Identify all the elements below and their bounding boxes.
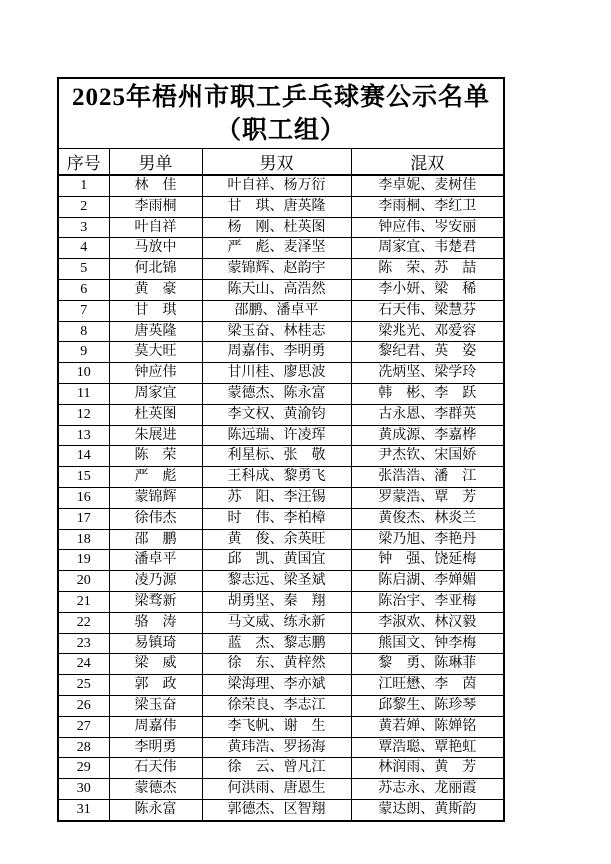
cell-mixed-doubles: 周家宜、韦楚君 (351, 238, 504, 259)
cell-no: 15 (58, 467, 109, 488)
cell-no: 24 (58, 654, 109, 675)
cell-no: 29 (58, 758, 109, 779)
cell-no: 18 (58, 529, 109, 550)
cell-mens-singles: 李明勇 (109, 737, 202, 758)
cell-mixed-doubles: 钟 强、饶延梅 (351, 550, 504, 571)
cell-mens-singles: 杜英图 (109, 404, 202, 425)
cell-mens-singles: 郭 政 (109, 675, 202, 696)
table-row (58, 425, 504, 446)
table-row (58, 446, 504, 467)
cell-mens-singles: 林 佳 (109, 175, 202, 196)
cell-mixed-doubles: 梁乃旭、李艳丹 (351, 529, 504, 550)
cell-mens-doubles: 陈远瑞、许凌珲 (202, 425, 351, 446)
cell-mens-doubles: 郭德杰、区智翔 (202, 799, 351, 820)
cell-mixed-doubles: 韩 彬、李 跃 (351, 383, 504, 404)
cell-mens-doubles: 周嘉伟、李明勇 (202, 342, 351, 363)
cell-mens-doubles: 徐 东、黄梓然 (202, 654, 351, 675)
cell-mens-doubles: 马文威、练永新 (202, 612, 351, 633)
cell-no: 23 (58, 633, 109, 654)
table-row (58, 321, 504, 342)
table-row (58, 487, 504, 508)
table-row (58, 279, 504, 300)
cell-no: 31 (58, 799, 109, 820)
cell-mens-singles: 梁玉奋 (109, 695, 202, 716)
cell-mixed-doubles: 古永恩、李群英 (351, 404, 504, 425)
cell-mixed-doubles: 江旺懋、李 茵 (351, 675, 504, 696)
cell-mens-doubles: 黄 俊、余英旺 (202, 529, 351, 550)
cell-mixed-doubles: 张浩浩、潘 江 (351, 467, 504, 488)
cell-mens-singles: 蒙德杰 (109, 779, 202, 800)
cell-mens-singles: 唐英隆 (109, 321, 202, 342)
cell-mens-doubles: 梁玉奋、林桂志 (202, 321, 351, 342)
table-row (58, 404, 504, 425)
cell-mens-singles: 骆 涛 (109, 612, 202, 633)
cell-mens-singles: 何北锦 (109, 259, 202, 280)
cell-no: 3 (58, 217, 109, 238)
cell-mens-doubles: 苏 阳、李汪锡 (202, 487, 351, 508)
cell-no: 2 (58, 196, 109, 217)
cell-mens-doubles: 严 彪、麦泽坚 (202, 238, 351, 259)
cell-mens-singles: 徐伟杰 (109, 508, 202, 529)
cell-mixed-doubles: 李雨桐、李红卫 (351, 196, 504, 217)
table-row (58, 799, 504, 820)
cell-no: 17 (58, 508, 109, 529)
cell-no: 27 (58, 716, 109, 737)
cell-no: 13 (58, 425, 109, 446)
cell-mixed-doubles: 黄成源、李嘉桦 (351, 425, 504, 446)
cell-no: 1 (58, 175, 109, 196)
table-row (58, 259, 504, 280)
cell-no: 7 (58, 300, 109, 321)
cell-no: 9 (58, 342, 109, 363)
cell-no: 16 (58, 487, 109, 508)
cell-mens-singles: 严 彪 (109, 467, 202, 488)
cell-mens-singles: 莫大旺 (109, 342, 202, 363)
cell-mixed-doubles: 尹杰钦、宋国娇 (351, 446, 504, 467)
table-row (58, 363, 504, 384)
cell-mens-singles: 叶自祥 (109, 217, 202, 238)
cell-no: 22 (58, 612, 109, 633)
cell-no: 8 (58, 321, 109, 342)
cell-mixed-doubles: 陈治宇、李亚梅 (351, 591, 504, 612)
table-row (58, 675, 504, 696)
cell-mens-doubles: 黎志远、梁圣斌 (202, 571, 351, 592)
cell-mixed-doubles: 黄俊杰、林炎兰 (351, 508, 504, 529)
cell-mens-singles: 陈永富 (109, 799, 202, 820)
cell-mixed-doubles: 熊国文、钟李梅 (351, 633, 504, 654)
cell-no: 28 (58, 737, 109, 758)
cell-no: 26 (58, 695, 109, 716)
table-row (58, 175, 504, 196)
cell-mens-doubles: 蓝 杰、黎志鹏 (202, 633, 351, 654)
table-row (58, 758, 504, 779)
page-title (58, 78, 504, 149)
cell-mixed-doubles: 黎 勇、陈琳菲 (351, 654, 504, 675)
cell-mens-doubles: 梁海理、李亦斌 (202, 675, 351, 696)
cell-mens-doubles: 蒙德杰、陈永富 (202, 383, 351, 404)
page-title-line2: （职工组） (216, 116, 347, 144)
cell-mens-doubles: 时 伟、李柏樟 (202, 508, 351, 529)
cell-mens-doubles: 胡勇坚、秦 翔 (202, 591, 351, 612)
cell-mens-doubles: 陈天山、高浩然 (202, 279, 351, 300)
title-row (58, 78, 504, 149)
table-row (58, 550, 504, 571)
table-row (58, 737, 504, 758)
cell-mixed-doubles: 苏志永、龙丽霞 (351, 779, 504, 800)
table-row (58, 633, 504, 654)
cell-mens-doubles: 王科成、黎勇飞 (202, 467, 351, 488)
cell-mixed-doubles: 李小妍、梁 稀 (351, 279, 504, 300)
table-row (58, 612, 504, 633)
cell-mens-doubles: 邵鹏、潘卓平 (202, 300, 351, 321)
cell-mixed-doubles: 李卓妮、麦树佳 (351, 175, 504, 196)
cell-mens-singles: 甘 琪 (109, 300, 202, 321)
table-row (58, 383, 504, 404)
cell-no: 14 (58, 446, 109, 467)
cell-mens-doubles: 甘 琪、唐英隆 (202, 196, 351, 217)
cell-mixed-doubles: 林润雨、黄 芳 (351, 758, 504, 779)
cell-mens-singles: 易镇琦 (109, 633, 202, 654)
table-row (58, 571, 504, 592)
table-row (58, 300, 504, 321)
cell-mixed-doubles: 冼炳坚、梁学玲 (351, 363, 504, 384)
table-row (58, 695, 504, 716)
column-header-mens-singles: 男单 (109, 149, 202, 176)
cell-mixed-doubles: 黎纪君、英 姿 (351, 342, 504, 363)
cell-mens-doubles: 黄玮浩、罗扬海 (202, 737, 351, 758)
cell-mixed-doubles: 陈启湖、李婵媚 (351, 571, 504, 592)
table-row (58, 508, 504, 529)
column-header-mens-doubles: 男双 (202, 149, 351, 176)
cell-mens-singles: 陈 荣 (109, 446, 202, 467)
column-header-no: 序号 (58, 149, 109, 176)
table-row (58, 196, 504, 217)
cell-mens-doubles: 李文权、黄渝钧 (202, 404, 351, 425)
cell-no: 5 (58, 259, 109, 280)
table-row (58, 342, 504, 363)
cell-no: 11 (58, 383, 109, 404)
cell-mens-singles: 李雨桐 (109, 196, 202, 217)
cell-no: 19 (58, 550, 109, 571)
cell-no: 12 (58, 404, 109, 425)
table-row (58, 217, 504, 238)
cell-mens-singles: 邵 鹏 (109, 529, 202, 550)
cell-mens-singles: 凌乃源 (109, 571, 202, 592)
roster-table-body (58, 175, 504, 821)
column-header-row (58, 149, 504, 176)
table-row (58, 654, 504, 675)
cell-mens-doubles: 徐 云、曾凡江 (202, 758, 351, 779)
roster-table (57, 77, 505, 822)
cell-mens-doubles: 徐荣良、李志江 (202, 695, 351, 716)
cell-no: 21 (58, 591, 109, 612)
cell-mens-doubles: 何洪雨、唐恩生 (202, 779, 351, 800)
cell-no: 4 (58, 238, 109, 259)
cell-mens-singles: 石天伟 (109, 758, 202, 779)
table-row (58, 238, 504, 259)
cell-no: 25 (58, 675, 109, 696)
cell-mens-doubles: 邱 凯、黄国宜 (202, 550, 351, 571)
table-row (58, 591, 504, 612)
cell-mens-singles: 梁 威 (109, 654, 202, 675)
cell-mens-singles: 梁骛新 (109, 591, 202, 612)
cell-mixed-doubles: 蒙达朗、黄斯韵 (351, 799, 504, 820)
cell-mixed-doubles: 梁兆光、邓爱容 (351, 321, 504, 342)
cell-mixed-doubles: 覃浩聪、覃艳虹 (351, 737, 504, 758)
cell-no: 20 (58, 571, 109, 592)
table-row (58, 467, 504, 488)
cell-mixed-doubles: 罗蒙浩、覃 芳 (351, 487, 504, 508)
cell-mens-doubles: 甘川桂、廖思波 (202, 363, 351, 384)
cell-no: 10 (58, 363, 109, 384)
cell-mens-doubles: 利星标、张 敬 (202, 446, 351, 467)
cell-mens-singles: 朱展进 (109, 425, 202, 446)
table-row (58, 716, 504, 737)
column-header-mixed-doubles: 混双 (351, 149, 504, 176)
cell-mixed-doubles: 石天伟、梁慧芬 (351, 300, 504, 321)
cell-no: 6 (58, 279, 109, 300)
cell-mixed-doubles: 邱黎生、陈珍琴 (351, 695, 504, 716)
cell-mixed-doubles: 陈 荣、苏 喆 (351, 259, 504, 280)
page-title-line1: 2025年梧州市职工乒乓球赛公示名单 (72, 83, 491, 111)
cell-mens-singles: 蒙锦辉 (109, 487, 202, 508)
cell-mixed-doubles: 李淑欢、林汉毅 (351, 612, 504, 633)
cell-mens-singles: 马放中 (109, 238, 202, 259)
cell-mens-doubles: 杨 刚、杜英图 (202, 217, 351, 238)
cell-mens-singles: 钟应伟 (109, 363, 202, 384)
cell-mens-singles: 黄 豪 (109, 279, 202, 300)
cell-mens-singles: 周嘉伟 (109, 716, 202, 737)
cell-mens-doubles: 叶自祥、杨万衍 (202, 175, 351, 196)
cell-mens-doubles: 蒙锦辉、赵韵宇 (202, 259, 351, 280)
cell-mens-singles: 周家宜 (109, 383, 202, 404)
table-row (58, 779, 504, 800)
cell-no: 30 (58, 779, 109, 800)
cell-mens-singles: 潘卓平 (109, 550, 202, 571)
cell-mens-doubles: 李飞帆、谢 生 (202, 716, 351, 737)
cell-mixed-doubles: 黄若婵、陈婵铭 (351, 716, 504, 737)
cell-mixed-doubles: 钟应伟、岑安丽 (351, 217, 504, 238)
table-row (58, 529, 504, 550)
